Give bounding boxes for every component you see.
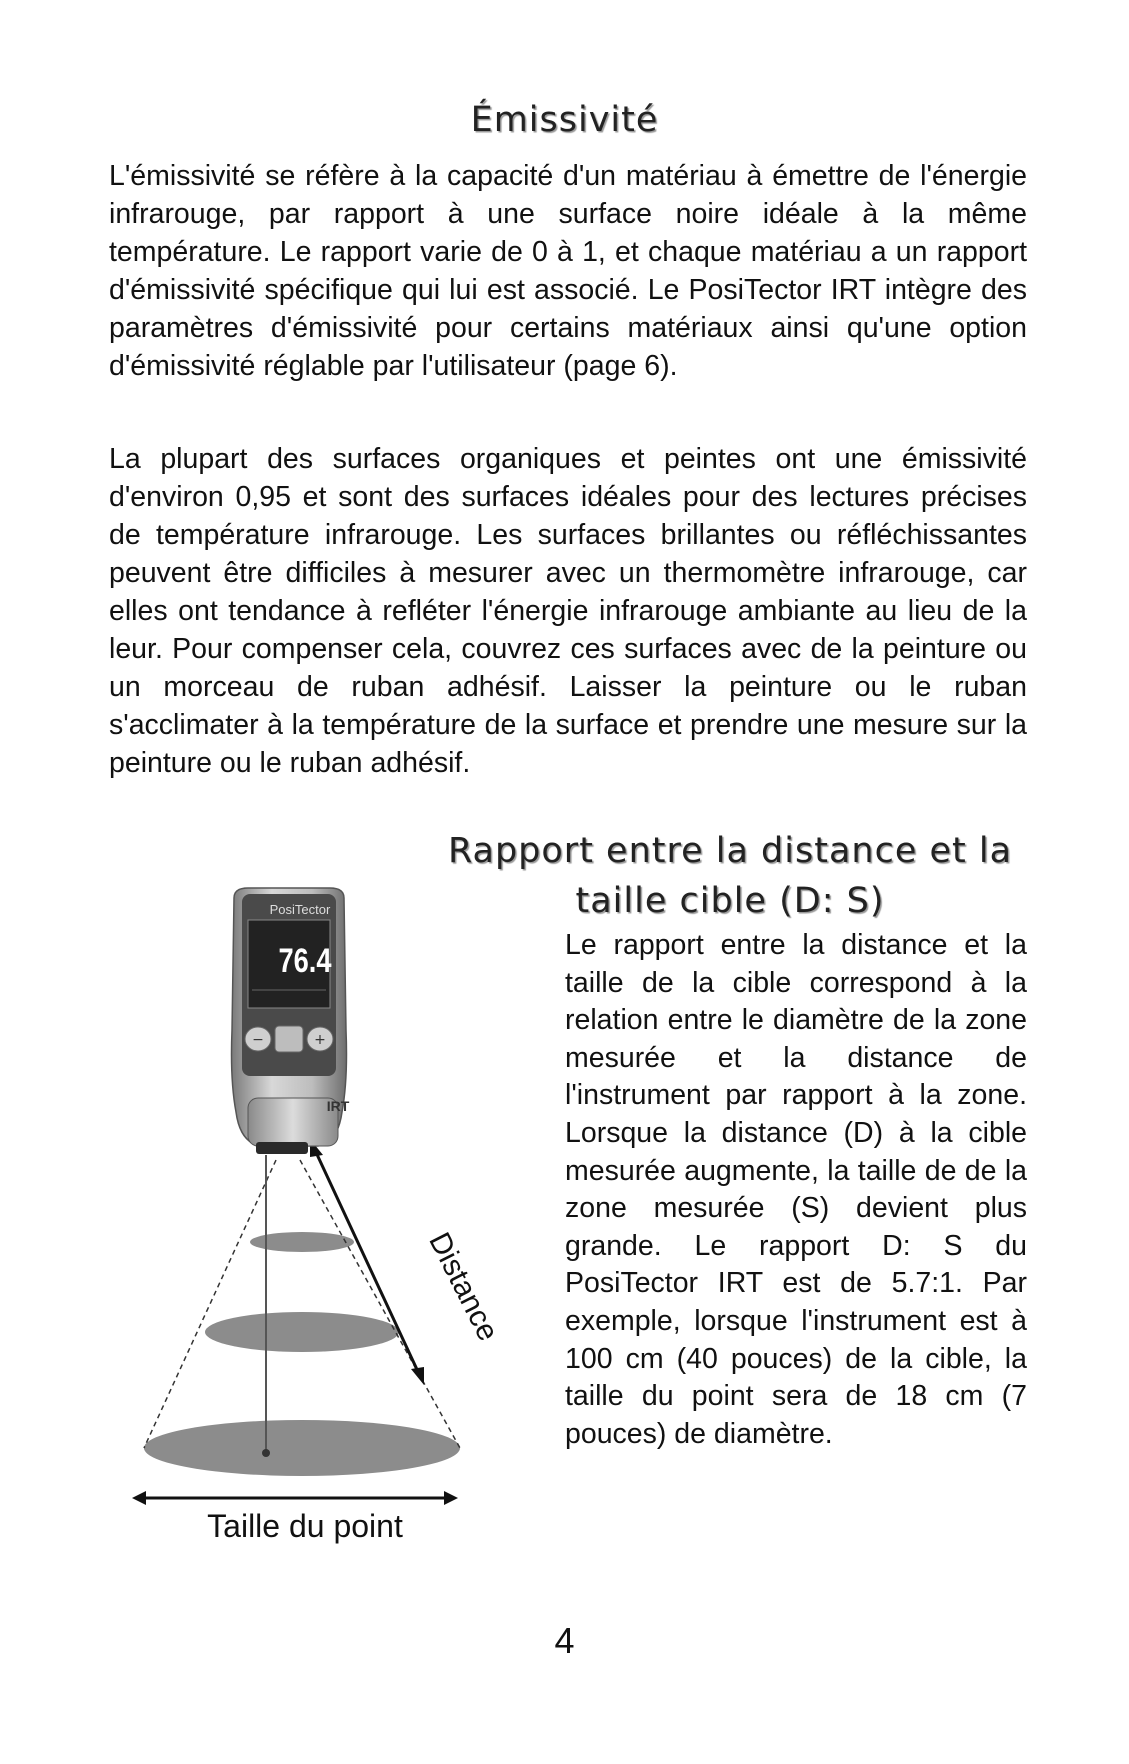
gauge-model-label: IRT (326, 1098, 350, 1114)
distance-label: Distance (422, 1227, 505, 1347)
minus-symbol: − (252, 1032, 264, 1048)
spot-large (144, 1420, 460, 1476)
emissivity-paragraph-2: La plupart des surfaces organiques et peintes ont une émissivité d'environ 0,95 et sont des surfaces idéales pour des lectures précises de température infrarouge. Les surfaces brillantes ou réfléchissantes peuvent être difficiles à mesurer avec un thermomètre infrarouge, car elles ont tendance à refléter l'énergie infrarouge ambiante au lieu de la leur. Pour compenser cela, couvrez ces surfaces avec de la peinture ou un morceau de ruban adhésif. Laisser la peinture ou le ruban s'acclimater à la température de la surface et prendre une mesure sur la peinture ou le ruban adhésif. (109, 443, 1027, 779)
ratio-heading: Rapport entre la distance et la taille cible (D: S) (447, 831, 1013, 921)
gauge-display-value: 76.4 (278, 942, 332, 980)
emissivity-paragraph-1: L'émissivité se réfère à la capacité d'un matériau à émettre de l'énergie infrarouge, par rapport à une surface noire idéale à la même température. Le rapport varie de 0 à 1, et chaque matériau a un rapport d'émissivité spécifique qui lui est associé. Le PosiTector IRT intègre des paramètres d'émissivité pour certains matériaux ainsi qu'une option d'émissivité réglable par l'utilisateur (page 6). (109, 160, 1027, 382)
emissivity-heading: Émissivité (470, 100, 659, 140)
ratio-paragraph: Le rapport entre la distance et la taille de la cible correspond à la relation entre le diamètre de la zone mesurée et la distance de l'instrument par rapport à la zone. Lorsque la distance (D) à la cible mesurée augmente, la taille de de la zone mesurée (S) devient plus grande. Le rapport D: S du PosiTector IRT est de 5.7:1. Par exemple, lorsque l'instrument est à 100 cm (40 pouces) de la cible, la taille du point sera de 18 cm (7 pouces) de diamètre. (565, 929, 1027, 1450)
center-dot (262, 1449, 270, 1457)
distance-spot-figure (130, 880, 505, 1560)
plus-symbol: + (314, 1032, 326, 1048)
cone-left-line (144, 1160, 276, 1448)
page-number: 4 (554, 1620, 575, 1661)
center-button[interactable] (275, 1026, 303, 1052)
distance-arrowhead-bottom (411, 1367, 424, 1385)
gauge-brand: PosiTector (269, 902, 331, 917)
probe-tip (256, 1142, 308, 1154)
spot-medium (205, 1312, 399, 1352)
spot-size-label: Taille du point (207, 1508, 403, 1544)
spot-arrowhead-left (132, 1491, 146, 1505)
spot-arrowhead-right (444, 1491, 458, 1505)
